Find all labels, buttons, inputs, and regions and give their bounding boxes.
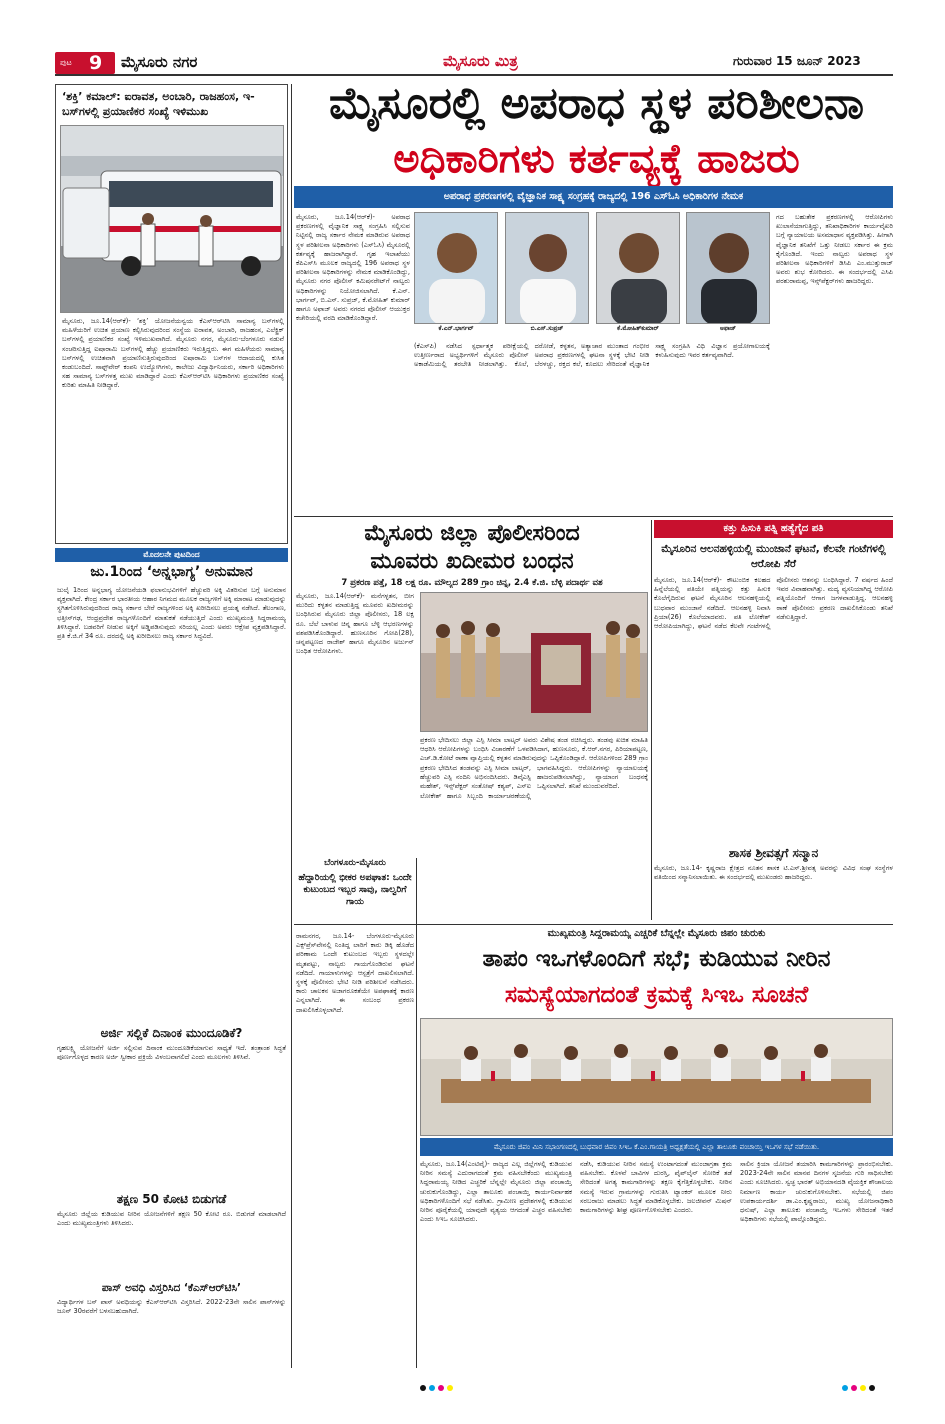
officer-photo-2 (505, 212, 589, 324)
zp-body-col1: ಮೈಸೂರು, ಜೂ.14(ಎಂಟಿವೈ)- ರಾಜ್ಯದ ಎಲ್ಲ ಜಿಲ್ಲೆಗಳಲ್ಲಿ ಕುಡಿಯುವ ನೀರಿನ ಸಮಸ್ಯೆ ಎದುರಾಗದಂತೆ ಕ್ರಮ ವಹಿಸಬೇಕೆಂದು ಮುಖ್ಯಮಂತ್ರಿ ಸಿದ್ದರಾಮಯ್ಯ ನೀಡಿದ ಎಚ್ಚರಿಕೆ ಬೆನ್ನಲ್ಲೇ ಮೈಸೂರು ಜಿಲ್ಲಾ ಪಂಚಾಯ್ತಿ ಚುರುಕುಗೊಂಡಿದ್ದು, ಎಲ್ಲಾ ತಾಲೂಕು ಪಂಚಾಯ್ತಿ ಕಾರ್ಯನಿರ್ವಾಹಕ ಅಧಿಕಾರಿಗಳೊಂದಿಗೆ ಸಭೆ ನಡೆಸಿತು. ಗ್ರಾಮೀಣ ಪ್ರದೇಶಗಳಲ್ಲಿ ಕುಡಿಯುವ ನೀರಿನ ಪೂರೈಕೆಯಲ್ಲಿ ಯಾವುದೇ ವ್ಯತ್ಯಯ ಆಗದಂತೆ ಎಚ್ಚರ ವಹಿಸಬೇಕು ಎಂದು ಸಿಇಒ ಸೂಚಿಸಿದರು. (420, 1160, 572, 1224)
arrest-body-left: ಮೈಸೂರು, ಜೂ.14(ಆರ್‌ಕೆ)- ಮನೆಗಳ್ಳತನ, ಬೀಗ ಮುರಿದು ಕಳ್ಳತನ ಮಾಡುತ್ತಿದ್ದ ಮೂವರು ಖದೀಮರನ್ನು ಬಂಧಿಸಿರುವ ಮೈಸೂರು ಜಿಲ್ಲಾ ಪೊಲೀಸರು, 18 ಲಕ್ಷ ರೂ. ಬೆಲೆ ಬಾಳುವ ಚಿನ್ನ ಹಾಗೂ ಬೆಳ್ಳಿ ಆಭರಣಗಳನ್ನು ವಶಪಡಿಸಿಕೊಂಡಿದ್ದಾರೆ. ಹುಣಸೂರಿನ ಗೋಪಿ(28), ಚನ್ನಪಟ್ಟಣದ ರಾಜೇಶ್ ಹಾಗೂ ಮೈಸೂರಿನ ಅರ್ಜುನ್ ಬಂಧಿತ ಆರೋಪಿಗಳು. (296, 592, 414, 656)
arji-body: ಗೃಹಲಕ್ಷ್ಮಿ ಯೋಜನೆಗೆ ಅರ್ಜಿ ಸಲ್ಲಿಸುವ ದಿನಾಂಕ ಮುಂದೂಡಿಕೆಯಾಗುವ ಸಾಧ್ಯತೆ ಇದೆ. ತಂತ್ರಾಂಶ ಸಿದ್ಧತೆ ಪೂರ್ಣಗೊಳ್ಳದ ಕಾರಣ ಅರ್ಜಿ ಸ್ವೀಕಾರ ಪ್ರಕ್ರಿಯೆ ವಿಳಂಬವಾಗಲಿದೆ ಎಂದು ಮೂಲಗಳು ತಿಳಿಸಿವೆ. (57, 1044, 286, 1062)
continued-label: ಮೊದಲನೇ ಪುಟದಿಂದ (55, 548, 288, 562)
column-rule-left (291, 84, 292, 1368)
blr-body: ರಾಮನಗರ, ಜೂ.14- ಬೆಂಗಳೂರು-ಮೈಸೂರು ಎಕ್ಸ್‌ಪ್ರೆಸ್‌ವೇನಲ್ಲಿ ನಿಂತಿದ್ದ ಲಾರಿಗೆ ಕಾರು ಡಿಕ್ಕಿ ಹೊಡೆದ ಪರಿಣಾಮ ಒಂದೇ ಕುಟುಂಬದ ಇಬ್ಬರು ಸ್ಥಳದಲ್ಲೇ ಮೃತಪಟ್ಟು, ನಾಲ್ವರು ಗಾಯಗೊಂಡಿರುವ ಘಟನೆ ನಡೆದಿದೆ. ಗಾಯಾಳುಗಳನ್ನು ಆಸ್ಪತ್ರೆಗೆ ದಾಖಲಿಸಲಾಗಿದೆ. ಸ್ಥಳಕ್ಕೆ ಪೊಲೀಸರು ಭೇಟಿ ನೀಡಿ ಪರಿಶೀಲನೆ ನಡೆಸಿದರು. ಕಾರು ಚಾಲಕನ ಅಜಾಗರೂಕತೆಯೇ ಅಪಘಾತಕ್ಕೆ ಕಾರಣ ಎನ್ನಲಾಗಿದೆ. ಈ ಸಂಬಂಧ ಪ್ರಕರಣ ದಾಖಲಿಸಿಕೊಳ್ಳಲಾಗಿದೆ. (296, 932, 414, 1014)
arrest-headline-2: ಮೂವರು ಖದೀಮರ ಬಂಧನ (370, 549, 574, 574)
zp-headline-1: ತಾಪಂ ಇಒಗಳೊಂದಿಗೆ ಸಭೆ; ಕುಡಿಯುವ ನೀರಿನ (482, 946, 831, 972)
murder-body: ಮೈಸೂರು, ಜೂ.14(ಆರ್‌ಕೆ)- ಕೌಟುಂಬಿಕ ಕಲಹದ ಹಿನ್ನೆಲೆಯಲ್ಲಿ ಪತಿಯೇ ಪತ್ನಿಯನ್ನು ಕತ್ತು ಹಿಸುಕಿ ಕೊಲೆಗೈದಿರುವ ಘಟನೆ ಮೈಸೂರಿನ ಆಲನಹಳ್ಳಿಯಲ್ಲಿ ಬುಧವಾರ ಮುಂಜಾನೆ ನಡೆದಿದೆ. ಆಲನಹಳ್ಳಿ ನಿವಾಸಿ ಪ್ರಿಯಾ(26) ಕೊಲೆಯಾದವರು. ಪತಿ ಲೋಕೇಶ್ ಆರೋಪಿಯಾಗಿದ್ದು, ಘಟನೆ ನಡೆದ ಕೆಲವೇ ಗಂಟೆಗಳಲ್ಲಿ ಪೊಲೀಸರು ಆತನನ್ನು ಬಂಧಿಸಿದ್ದಾರೆ. 7 ವರ್ಷದ ಹಿಂದೆ ಇವರ ವಿವಾಹವಾಗಿತ್ತು. ಮದ್ಯ ವ್ಯಸನಿಯಾಗಿದ್ದ ಆರೋಪಿ ಪತ್ನಿಯೊಂದಿಗೆ ಆಗಾಗ ಜಗಳವಾಡುತ್ತಿದ್ದ. ಆಲನಹಳ್ಳಿ ಠಾಣೆ ಪೊಲೀಸರು ಪ್ರಕರಣ ದಾಖಲಿಸಿಕೊಂಡು ತನಿಖೆ ನಡೆಸುತ್ತಿದ್ದಾರೆ. (654, 576, 893, 631)
zp-photo-caption: ಮೈಸೂರು ಜಿಪಂ ಮಿನಿ ಸಭಾಂಗಣದಲ್ಲಿ ಬುಧವಾರ ಜಿಪಂ ಸಿಇಒ ಕೆ.ಎಂ.ಗಾಯತ್ರಿ ಅಧ್ಯಕ್ಷತೆಯಲ್ಲಿ ಎಲ್ಲಾ ತಾಲೂಕು ಪಂಚಾಯ್ತಿ ಇಒಗಳ ಸಭೆ ನಡೆಯಿತು. (420, 1138, 893, 1156)
section-rule-zp-top (294, 924, 893, 925)
zp-meeting-photo (420, 1018, 893, 1136)
zp-headline-2: ಸಮಸ್ಯೆಯಾಗದಂತೆ ಕ್ರಮಕ್ಕೆ ಸಿಇಒ ಸೂಚನೆ (504, 982, 809, 1008)
pass-headline: ಪಾಸ್ ಅವಧಿ ವಿಸ್ತರಿಸಿದ ‘ಕೆಎಸ್‌ಆರ್‌ಟಿಸಿ’ (101, 1282, 242, 1294)
shasaka-headline: ಶಾಸಕ ಶ್ರೀವತ್ಸಗೆ ಸನ್ಮಾನ (728, 846, 819, 860)
main-body-col1: ಮೈಸೂರು, ಜೂ.14(ಆರ್‌ಕೆ)- ಅಪರಾಧ ಪ್ರಕರಣಗಳಲ್ಲಿ ವೈಜ್ಞಾನಿಕ ಸಾಕ್ಷ್ಯ ಸಂಗ್ರಹಿಸಿ ಸಲ್ಲಿಸುವ ನಿಟ್ಟಿನಲ್ಲಿ ರಾಜ್ಯ ಸರ್ಕಾರ ನೇಮಕ ಮಾಡಿರುವ ಅಪರಾಧ ಸ್ಥಳ ಪರಿಶೀಲನಾ ಅಧಿಕಾರಿಗಳು (ಎಸ್‌ಓಸಿ) ಮೈಸೂರಲ್ಲಿ ಕರ್ತವ್ಯಕ್ಕೆ ಹಾಜರಾಗಿದ್ದಾರೆ. ಗೃಹ ಇಲಾಖೆಯು ಕೆಪಿಎಸ್‌ಸಿ ಮೂಲಕ ರಾಜ್ಯದಲ್ಲಿ 196 ಅಪರಾಧ ಸ್ಥಳ ಪರಿಶೀಲನಾ ಅಧಿಕಾರಿಗಳನ್ನು ನೇಮಕ ಮಾಡಿಕೊಂಡಿದ್ದು, ಮೈಸೂರು ನಗರ ಪೊಲೀಸ್ ಕಮಿಷನರೇಟ್‌ಗೆ ನಾಲ್ವರು ಅಧಿಕಾರಿಗಳನ್ನು ನಿಯೋಜಿಸಲಾಗಿದೆ. ಕೆ.ಎನ್. ಭಾರ್ಗವ್, ಬಿ.ಎಸ್. ಸುಪ್ರಜ್, ಕೆ.ಮೋಹಿತ್ ಕುಮಾರ್ ಹಾಗೂ ಅಫಾಜ್ ಅವರು ನಗರದ ಪೊಲೀಸ್ ಆಯುಕ್ತರ ಕಚೇರಿಯಲ್ಲಿ ವರದಿ ಮಾಡಿಕೊಂಡಿದ್ದಾರೆ. (296, 213, 410, 323)
blr-story (296, 858, 414, 1368)
takshana-headline: ತಕ್ಷಣ 50 ಕೋಟಿ ಬಿಡುಗಡೆ (116, 1192, 227, 1206)
main-subhead: ಅಪರಾಧ ಪ್ರಕರಣಗಳಲ್ಲಿ ವೈಜ್ಞಾನಿಕ ಸಾಕ್ಷ್ಯ ಸಂಗ್ರಹಕ್ಕೆ ರಾಜ್ಯದಲ್ಲಿ 196 ಎಸ್‌ಓಸಿ ಅಧಿಕಾರಿಗಳ ನೇಮಕ (294, 186, 893, 208)
officer-photos (414, 212, 770, 340)
officer-photo-3 (596, 212, 680, 324)
officer-photo-1 (414, 212, 498, 324)
masthead (55, 48, 893, 76)
arrest-headline-1: ಮೈಸೂರು ಜಿಲ್ಲಾ ಪೊಲೀಸರಿಂದ (364, 521, 580, 546)
arrest-body-mid: ಪ್ರಕರಣ ಭೇದಿಸಲು ಜಿಲ್ಲಾ ಎಸ್ಪಿ ಸೀಮಾ ಲಾಟ್ಕರ್ ಅವರು ವಿಶೇಷ ತಂಡ ರಚಿಸಿದ್ದರು. ತಂಡವು ಖಚಿತ ಮಾಹಿತಿ ಆಧರಿಸಿ ಆರೋಪಿಗಳನ್ನು ಬಂಧಿಸಿ ವಿಚಾರಣೆಗೆ ಒಳಪಡಿಸಿದಾಗ, ಹುಣಸೂರು, ಕೆ.ಆರ್.ನಗರ, ಪಿರಿಯಾಪಟ್ಟಣ, ಎಚ್.ಡಿ.ಕೋಟೆ ಠಾಣಾ ವ್ಯಾಪ್ತಿಯಲ್ಲಿ ಕಳ್ಳತನ ಮಾಡಿರುವುದನ್ನು ಒಪ್ಪಿಕೊಂಡಿದ್ದಾರೆ. ಆರೋಪಿಗಳಿಂದ 289 ಗ್ರಾಂ (420, 736, 648, 762)
section-name: ಮೈಸೂರು ನಗರ (121, 53, 198, 71)
left-story-headline: ‘ಶಕ್ತಿ’ ಕಮಾಲ್: ಐರಾವತ, ಅಂಬಾರಿ, ರಾಜಹಂಸ, ಇ-ಬಸ್‌ಗಳಲ್ಲಿ ಪ್ರಯಾಣಿಕರ ಸಂಖ್ಯೆ ಇಳಿಮುಖ (62, 90, 255, 118)
officer-caption-1: ಕೆ.ಎನ್.ಭಾರ್ಗವ್ (438, 325, 474, 332)
main-body-col3: ಗದ ಬಹುತೇಕ ಪ್ರಕರಣಗಳಲ್ಲಿ ಆರೋಪಿಗಳು ಖುಲಾಸೆಯಾಗುತ್ತಿದ್ದು, ತನಿಖಾಧಿಕಾರಿಗಳ ಕಾರ್ಯವೈಖರಿ ಬಗ್ಗೆ ನ್ಯಾಯಾಲಯ ಅಸಮಾಧಾನ ವ್ಯಕ್ತಪಡಿಸಿತ್ತು. ಹೀಗಾಗಿ ವೈಜ್ಞಾನಿಕ ತನಿಖೆಗೆ ಒತ್ತು ನೀಡಲು ಸರ್ಕಾರ ಈ ಕ್ರಮ ಕೈಗೊಂಡಿದೆ. ಇಂದು ನಾಲ್ವರು ಅಪರಾಧ ಸ್ಥಳ ಪರಿಶೀಲನಾ ಅಧಿಕಾರಿಗಳಿಗೆ ಡಿಸಿಪಿ ಎಂ.ಮುತ್ತುರಾಜ್ ಅವರು ಶುಭ ಕೋರಿದರು. ಈ ಸಂದರ್ಭದಲ್ಲಿ ಎಸಿಪಿ ಪರಶುರಾಮಪ್ಪ, ಇನ್ಸ್‌ಪೆಕ್ಟರ್‌ಗಳು ಹಾಜರಿದ್ದರು. (776, 213, 893, 286)
zp-body-col2: ನಡೆಸಿ, ಕುಡಿಯುವ ನೀರಿನ ಸಮಸ್ಯೆ ಉಂಟಾಗದಂತೆ ಮುಂಜಾಗ್ರತಾ ಕ್ರಮ ವಹಿಸಬೇಕು. ಕೊಳವೆ ಬಾವಿಗಳ ದುರಸ್ತಿ, ಪೈಪ್‌ಲೈನ್ ಸೋರಿಕೆ ತಡೆ ಸೇರಿದಂತೆ ಅಗತ್ಯ ಕಾಮಗಾರಿಗಳನ್ನು ತಕ್ಷಣ ಕೈಗೆತ್ತಿಕೊಳ್ಳಬೇಕು. ನೀರಿನ ಸಮಸ್ಯೆ ಇರುವ ಗ್ರಾಮಗಳನ್ನು ಗುರುತಿಸಿ ಟ್ಯಾಂಕರ್ ಮೂಲಕ ನೀರು ಸರಬರಾಜು ಮಾಡಲು ಸಿದ್ಧತೆ ಮಾಡಿಕೊಳ್ಳಬೇಕು. ಜಲಜೀವನ್ ಮಿಷನ್ ಕಾಮಗಾರಿಗಳನ್ನು ಶೀಘ್ರ ಪೂರ್ಣಗೊಳಿಸಬೇಕು ಎಂದರು. (580, 1160, 732, 1215)
officer-photo-4 (686, 212, 770, 324)
shasaka-body: ಮೈಸೂರು, ಜೂ.14- ಕೃಷ್ಣರಾಜ ಕ್ಷೇತ್ರದ ನೂತನ ಶಾಸಕ ಟಿ.ಎಸ್.ಶ್ರೀವತ್ಸ ಅವರನ್ನು ವಿವಿಧ ಸಂಘ ಸಂಸ್ಥೆಗಳ ವತಿಯಿಂದ ಸನ್ಮಾನಿಸಲಾಯಿತು. ಈ ಸಂದರ್ಭದಲ್ಲಿ ಮುಖಂಡರು ಹಾಜರಿದ್ದರು. (654, 864, 893, 882)
arrest-body-right: ಪ್ರಕರಣ ಭೇದಿಸಿದ ತಂಡವನ್ನು ಎಸ್ಪಿ ಸೀಮಾ ಲಾಟ್ಕರ್, ಹೆಚ್ಚುವರಿ ಎಸ್ಪಿ ನಂದಿನಿ ಅಭಿನಂದಿಸಿದರು. ಡಿವೈಎಸ್ಪಿ ಮಹೇಶ್, ಇನ್ಸ್‌ಪೆಕ್ಟರ್ ಸಂತೋಷ್ ಕಶ್ಯಪ್, ಎಸ್‌ಐ ಲೋಕೇಶ್ ಹಾಗೂ ಸಿಬ್ಬಂದಿ ಕಾರ್ಯಾಚರಣೆಯಲ್ಲಿ ಭಾಗವಹಿಸಿದ್ದರು. ಆರೋಪಿಗಳನ್ನು ನ್ಯಾಯಾಲಯಕ್ಕೆ ಹಾಜರುಪಡಿಸಲಾಗಿದ್ದು, ನ್ಯಾಯಾಂಗ ಬಂಧನಕ್ಕೆ ಒಪ್ಪಿಸಲಾಗಿದೆ. ತನಿಖೆ ಮುಂದುವರೆದಿದೆ. (420, 764, 648, 800)
column-rule-main (651, 520, 652, 920)
print-registration-dots-left (420, 1376, 456, 1395)
anna-story (55, 564, 288, 1024)
anna-headline: ಜು.1ರಿಂದ ‘ಅನ್ನಭಾಗ್ಯ’ ಅನುಮಾನ (90, 564, 253, 580)
anna-body: ಜುಲೈ 1ರಿಂದ ಅನ್ನಭಾಗ್ಯ ಯೋಜನೆಯಡಿ ಫಲಾನುಭವಿಗಳಿಗೆ ಹೆಚ್ಚುವರಿ ಅಕ್ಕಿ ವಿತರಿಸುವ ಬಗ್ಗೆ ಅನುಮಾನ ವ್ಯಕ್ತವಾಗಿದೆ. ಕೇಂದ್ರ ಸರ್ಕಾರ ಭಾರತೀಯ ಆಹಾರ ನಿಗಮದ ಮೂಲಕ ರಾಜ್ಯಗಳಿಗೆ ಅಕ್ಕಿ ಮಾರಾಟ ಮಾಡುವುದನ್ನು ಸ್ಥಗಿತಗೊಳಿಸಿರುವುದರಿಂದ ರಾಜ್ಯ ಸರ್ಕಾರ ಬೇರೆ ರಾಜ್ಯಗಳಿಂದ ಅಕ್ಕಿ ಖರೀದಿಸಲು ಪ್ರಯತ್ನ ನಡೆಸಿದೆ. ತೆಲಂಗಾಣ, ಛತ್ತೀಸ್‌ಗಢ, ಆಂಧ್ರಪ್ರದೇಶ ರಾಜ್ಯಗಳೊಂದಿಗೆ ಮಾತುಕತೆ ನಡೆಯುತ್ತಿದೆ ಎಂದು ಮುಖ್ಯಮಂತ್ರಿ ಸಿದ್ದರಾಮಯ್ಯ ತಿಳಿಸಿದ್ದಾರೆ. ಬಡವರಿಗೆ ನೀಡುವ ಅಕ್ಕಿಗೆ ಅಡ್ಡಿಪಡಿಸುವುದು ಸರಿಯಲ್ಲ ಎಂದು ಅವರು ಆಕ್ಷೇಪ ವ್ಯಕ್ತಪಡಿಸಿದ್ದಾರೆ. ಪ್ರತಿ ಕೆ.ಜಿ.ಗೆ 34 ರೂ. ದರದಲ್ಲಿ ಅಕ್ಕಿ ಖರೀದಿಸಲು ರಾಜ್ಯ ಸರ್ಕಾರ ಸಿದ್ಧವಿದೆ. (57, 586, 286, 641)
arji-headline: ಅರ್ಜಿ ಸಲ್ಲಿಕೆ ದಿನಾಂಕ ಮುಂದೂಡಿಕೆ? (100, 1026, 243, 1040)
main-headline-2: ಅಧಿಕಾರಿಗಳು ಕರ್ತವ್ಯಕ್ಕೆ ಹಾಜರು (393, 136, 800, 182)
officer-caption-4: ಅಫಾಜ್ (720, 325, 736, 332)
arrest-story (296, 520, 648, 762)
page-number: 9 (89, 52, 103, 74)
issue-date: ಗುರುವಾರ 15 ಜೂನ್ 2023 (733, 54, 861, 68)
arji-story (55, 1026, 288, 1206)
paper-name: ಮೈಸೂರು ಮಿತ್ರ (443, 52, 518, 70)
left-story-body: ಮೈಸೂರು, ಜೂ.14(ಆರ್‌ಕೆ)- ‘ಶಕ್ತಿ’ ಯೋಜನೆಯನ್ವಯ ಕೆಎಸ್‌ಆರ್‌ಟಿಸಿ ಸಾಮಾನ್ಯ ಬಸ್‌ಗಳಲ್ಲಿ ಮಹಿಳೆಯರಿಗೆ ಉಚಿತ ಪ್ರಯಾಣ ಕಲ್ಪಿಸಿರುವುದರಿಂದ ಸಂಸ್ಥೆಯ ಐರಾವತ, ಅಂಬಾರಿ, ರಾಜಹಂಸ, ಎಲೆಕ್ಟ್ರಿಕ್ ಬಸ್‌ಗಳಲ್ಲಿ ಪ್ರಯಾಣಿಕರ ಸಂಖ್ಯೆ ಇಳಿಮುಖವಾಗಿದೆ. ಮೈಸೂರು ನಗರ, ಮೈಸೂರು-ಬೆಂಗಳೂರು ನಡುವೆ ಸಂಚರಿಸುತ್ತಿದ್ದ ಐಷಾರಾಮಿ ಬಸ್‌ಗಳಲ್ಲಿ ಹೆಚ್ಚು ಪ್ರಯಾಣಿಕರು ಇರುತ್ತಿದ್ದರು. ಈಗ ಮಹಿಳೆಯರು ಸಾಮಾನ್ಯ ಬಸ್‌ಗಳಲ್ಲಿ ಉಚಿತವಾಗಿ ಪ್ರಯಾಣಿಸುತ್ತಿರುವುದರಿಂದ ಐಷಾರಾಮಿ ಬಸ್‌ಗಳ ಆದಾಯದಲ್ಲಿ ಕುಸಿತ ಕಂಡುಬಂದಿದೆ. ಸಾಫ್ಟ್‌ವೇರ್ ಕಂಪನಿ ಉದ್ಯೋಗಿಗಳು, ಕಾಲೇಜು ವಿದ್ಯಾರ್ಥಿನಿಯರು, ಸರ್ಕಾರಿ ಅಧಿಕಾರಿಗಳು ಸಹ ಸಾಮಾನ್ಯ ಬಸ್‌ಗಳತ್ತ ಮುಖ ಮಾಡಿದ್ದಾರೆ ಎಂದು ಕೆಎಸ್‌ಆರ್‌ಟಿಸಿ ಅಧಿಕಾರಿಗಳು ಪ್ರಯಾಣಿಕರ ಸಂಖ್ಯೆ ಕುರಿತು ಮಾಹಿತಿ ನೀಡಿದ್ದಾರೆ. (62, 317, 284, 390)
pass-body: ವಿದ್ಯಾರ್ಥಿಗಳ ಬಸ್ ಪಾಸ್ ಅವಧಿಯನ್ನು ಕೆಎಸ್‌ಆರ್‌ಟಿಸಿ ವಿಸ್ತರಿಸಿದೆ. 2022-23ನೇ ಸಾಲಿನ ಪಾಸ್‌ಗಳನ್ನು ಜೂನ್ 30ರವರೆಗೆ ಬಳಸಬಹುದಾಗಿದೆ. (57, 1298, 286, 1316)
blr-kicker: ಬೆಂಗಳೂರು-ಮೈಸೂರು (324, 858, 386, 868)
zp-body-col3: ಸಾಲಿನ ಕ್ರಿಯಾ ಯೋಜನೆ ತಯಾರಿಸಿ ಕಾಮಗಾರಿಗಳನ್ನು ಪ್ರಾರಂಭಿಸಬೇಕು. 2023-24ನೇ ಸಾಲಿನ ಮಾನವ ದಿನಗಳ ಸೃಜನೆಯ ಗುರಿ ಸಾಧಿಸಬೇಕು ಎಂದು ಸೂಚಿಸಿದರು. ಸ್ವಚ್ಛ ಭಾರತ್ ಅಭಿಯಾನದಡಿ ವೈಯಕ್ತಿಕ ಶೌಚಾಲಯ ನಿರ್ಮಾಣ ಕಾರ್ಯ ಚುರುಕುಗೊಳಿಸಬೇಕು. ಸಭೆಯಲ್ಲಿ ಜಿಪಂ ಉಪಕಾರ್ಯದರ್ಶಿ ಡಾ.ಎಂ.ಕೃಷ್ಣರಾಜು, ಮುಖ್ಯ ಯೋಜನಾಧಿಕಾರಿ ಧನುಷ್, ಎಲ್ಲಾ ತಾಲೂಕು ಪಂಚಾಯ್ತಿ ಇಒಗಳು ಸೇರಿದಂತೆ ಇತರೆ ಅಧಿಕಾರಿಗಳು ಸಭೆಯಲ್ಲಿ ಪಾಲ್ಗೊಂಡಿದ್ದರು. (740, 1160, 893, 1224)
left-story (55, 84, 288, 544)
print-registration-dots-right (842, 1376, 878, 1395)
murder-kicker: ಕತ್ತು ಹಿಸುಕಿ ಪತ್ನಿ ಹತ್ಯೆಗೈದ ಪತಿ (654, 520, 893, 538)
bus-photo (60, 125, 284, 313)
officer-caption-3: ಕೆ.ಮೋಹಿತ್‌ಕುಮಾರ್ (617, 325, 659, 332)
officer-caption-2: ಬಿ.ಎಸ್.ಸುಪ್ರಜ್ (530, 325, 564, 332)
section-rule-main-bottom (294, 516, 893, 517)
bus-illustration (61, 126, 284, 313)
arrest-photo (420, 592, 648, 732)
zp-kicker: ಮುಖ್ಯಮಂತ್ರಿ ಸಿದ್ದರಾಮಯ್ಯ ಎಚ್ಚರಿಕೆ ಬೆನ್ನಲ್ಲೇ ಮೈಸೂರು ಜಿಪಂ ಚುರುಕು (547, 928, 766, 939)
blr-headline: ಹೆದ್ದಾರಿಯಲ್ಲಿ ಭೀಕರ ಅಪಘಾತ: ಒಂದೇ ಕುಟುಂಬದ ಇಬ್ಬರ ಸಾವು, ನಾಲ್ವರಿಗೆ ಗಾಯ (298, 873, 412, 907)
column-rule-blr (416, 858, 417, 1368)
murder-headline: ಮೈಸೂರಿನ ಆಲನಹಳ್ಳಿಯಲ್ಲಿ ಮುಂಜಾನೆ ಘಟನೆ, ಕೆಲವೇ ಗಂಟೆಗಳಲ್ಲಿ ಆರೋಪಿ ಸೆರೆ (661, 543, 886, 570)
takshana-body: ಮೈಸೂರು ಜಿಲ್ಲೆಯ ಕುಡಿಯುವ ನೀರಿನ ಯೋಜನೆಗಳಿಗೆ ತಕ್ಷಣ 50 ಕೋಟಿ ರೂ. ಬಿಡುಗಡೆ ಮಾಡಲಾಗಿದೆ ಎಂದು ಮುಖ್ಯಮಂತ್ರಿಗಳು ತಿಳಿಸಿದರು. (57, 1210, 286, 1228)
arrest-subhead: 7 ಪ್ರಕರಣ ಪತ್ತೆ, 18 ಲಕ್ಷ ರೂ. ಮೌಲ್ಯದ 289 ಗ್ರಾಂ ಚಿನ್ನ, 2.4 ಕೆ.ಜಿ. ಬೆಳ್ಳಿ ಪದಾರ್ಥ ವಶ (341, 578, 603, 588)
page-label: ಪುಟ (60, 58, 72, 67)
main-headline-1: ಮೈಸೂರಲ್ಲಿ ಅಪರಾಧ ಸ್ಥಳ ಪರಿಶೀಲನಾ (329, 78, 864, 129)
main-body-col2: (ಕೆಎಸ್‌ಪಿ) ನಡೆಸಿದ ಸ್ಪರ್ಧಾತ್ಮಕ ಪರೀಕ್ಷೆಯಲ್ಲಿ ಉತ್ತೀರ್ಣರಾದ ಅಭ್ಯರ್ಥಿಗಳಿಗೆ ಮೈಸೂರು ಪೊಲೀಸ್ ಅಕಾಡೆಮಿಯಲ್ಲಿ ತರಬೇತಿ ನೀಡಲಾಗಿತ್ತು. ಕೊಲೆ, ದರೋಡೆ, ಕಳ್ಳತನ, ಅತ್ಯಾಚಾರ ಮುಂತಾದ ಗಂಭೀರ ಅಪರಾಧ ಪ್ರಕರಣಗಳಲ್ಲಿ ಘಟನಾ ಸ್ಥಳಕ್ಕೆ ಭೇಟಿ ನೀಡಿ ಬೆರಳಚ್ಚು, ರಕ್ತದ ಕಲೆ, ಕೂದಲು ಸೇರಿದಂತೆ ವೈಜ್ಞಾನಿಕ ಸಾಕ್ಷ್ಯ ಸಂಗ್ರಹಿಸಿ ವಿಧಿ ವಿಜ್ಞಾನ ಪ್ರಯೋಗಾಲಯಕ್ಕೆ ಕಳುಹಿಸುವುದು ಇವರ ಕರ್ತವ್ಯವಾಗಿದೆ. (414, 342, 770, 369)
page-number-badge (55, 52, 115, 74)
